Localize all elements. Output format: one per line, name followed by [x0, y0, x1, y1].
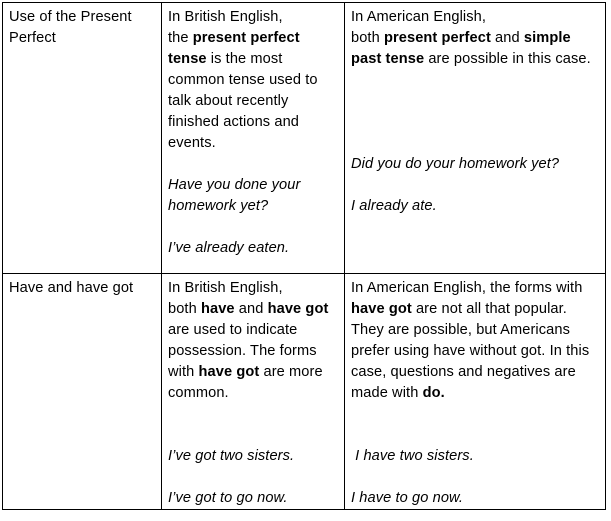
topic-label: Have and have got — [9, 280, 134, 296]
topic-cell — [3, 3, 162, 274]
american-example-2: I have to go now. — [351, 490, 464, 506]
british-example-1: I’ve got two sisters. — [168, 448, 295, 464]
american-example-1: Did you do your homework yet? — [351, 156, 560, 172]
american-example-1: I have two sisters. — [351, 448, 474, 464]
american-description: both present perfect and simple past tense are possible in this case. — [351, 30, 591, 67]
british-cell — [162, 274, 345, 510]
american-example-2: I already ate. — [351, 198, 437, 214]
table-row — [3, 3, 606, 274]
british-intro: In British English, — [168, 9, 283, 25]
american-cell — [345, 274, 606, 510]
british-intro: In British English, — [168, 280, 283, 296]
british-example-2: I’ve got to go now. — [168, 490, 288, 506]
british-example-1: Have you done your homework yet? — [168, 177, 301, 214]
american-intro: In American English, — [351, 9, 487, 25]
american-description: In American English, the forms with have got are not all that popular. They are possible, but Americans prefer using have without got. In this case, questions and negatives are made with do. — [351, 280, 590, 401]
comparison-table — [2, 2, 606, 510]
topic-label: Use of the Present Perfect — [9, 9, 132, 46]
british-description: both have and have got are used to indicate possession. The forms with have got are more common. — [168, 301, 329, 401]
british-cell — [162, 3, 345, 274]
british-description: the present perfect tense is the most common tense used to talk about recently finished actions and events. — [168, 30, 318, 151]
american-cell — [345, 3, 606, 274]
british-example-2: I’ve already eaten. — [168, 240, 290, 256]
table-row — [3, 274, 606, 510]
topic-cell — [3, 274, 162, 510]
